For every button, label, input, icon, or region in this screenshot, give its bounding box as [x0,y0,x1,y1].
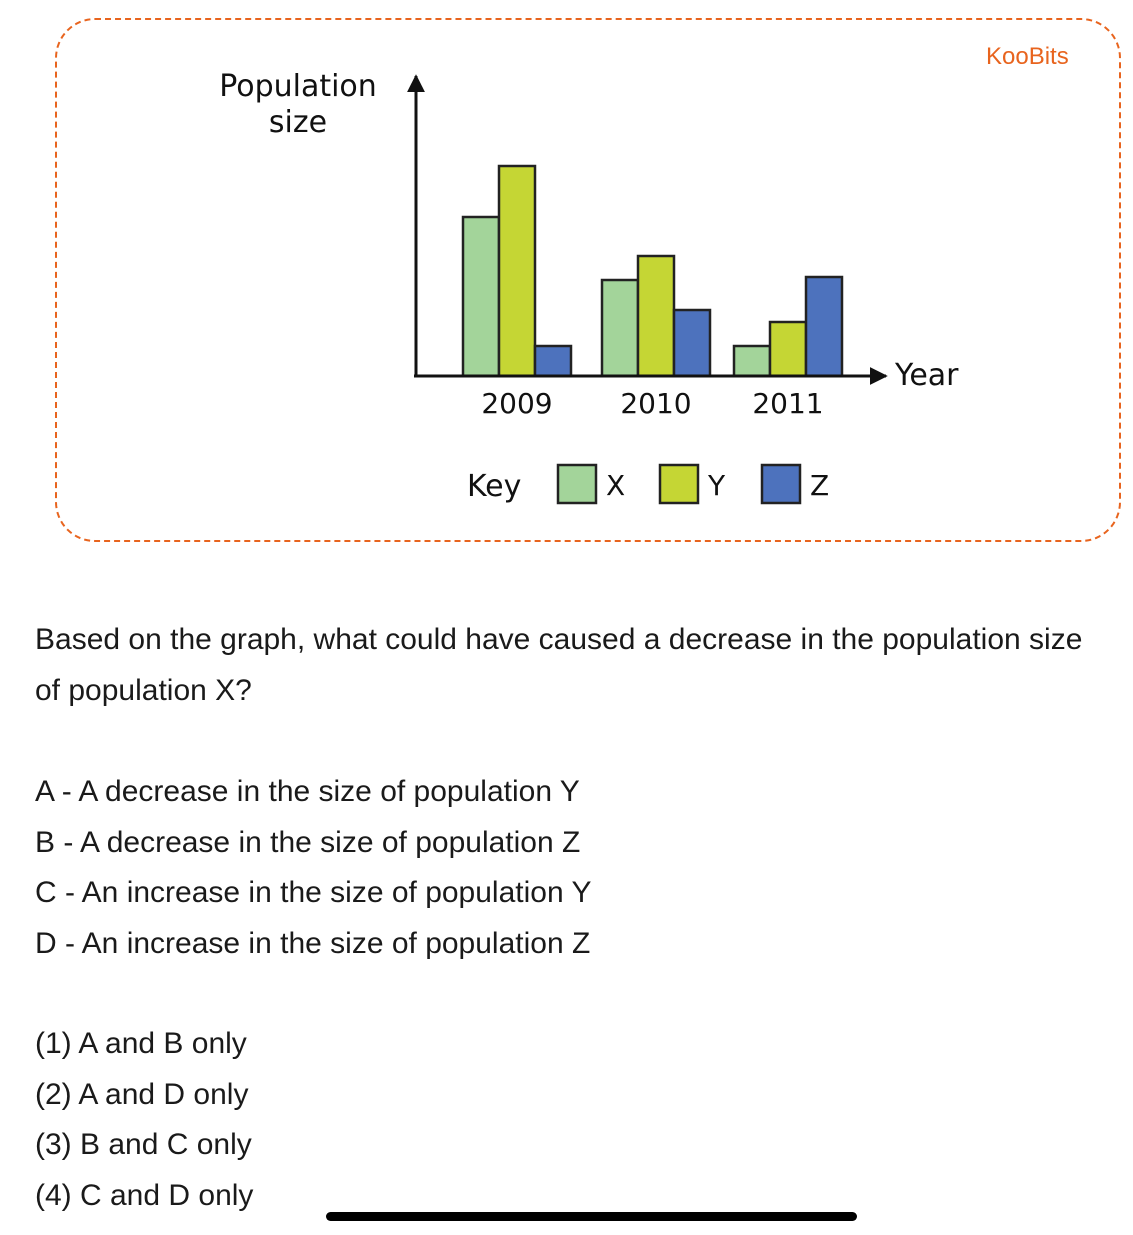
bar-y-2011 [770,322,806,376]
y-axis-label-line2: size [268,105,328,140]
bar-x-2010 [602,280,638,376]
statement-item: D - An increase in the size of population Z [35,926,591,960]
x-tick-label: 2009 [481,387,553,420]
legend-swatch-z [762,465,800,503]
legend-label-z: Z [810,469,830,502]
bar-x-2011 [734,346,770,376]
question-text: Based on the graph, what could have caused a decrease in the population size of population X? [35,623,1083,707]
x-tick-label: 2011 [752,387,824,420]
bar-z-2009 [535,346,571,376]
statement-list [35,767,591,969]
statement-item: B - A decrease in the size of population Z [35,825,581,859]
x-tick-labels [481,387,823,420]
statement-item: A - A decrease in the size of population Y [35,775,580,808]
y-axis-label-line1: Population [219,69,377,104]
legend-label-x: X [606,469,626,502]
answer-option[interactable]: (4) C and D only [35,1178,254,1212]
home-indicator[interactable] [326,1212,857,1221]
bar-y-2009 [499,166,535,376]
bar-x-2009 [463,217,499,376]
brand-logo-text: KooBits [986,43,1069,70]
legend [558,465,829,503]
bar-z-2011 [806,277,842,376]
legend-title: Key [467,469,522,504]
statement-item: C - An increase in the size of population Y [35,876,592,909]
bar-y-2010 [638,256,674,376]
answer-option[interactable]: (2) A and D only [35,1077,249,1111]
x-axis-label: Year [895,358,959,393]
bars-group [463,166,842,376]
legend-label-y: Y [708,469,726,502]
bar-chart [0,0,1133,560]
bar-z-2010 [674,310,710,376]
x-tick-label: 2010 [620,387,692,420]
answer-options [35,1019,253,1221]
legend-swatch-y [660,465,698,503]
legend-swatch-x [558,465,596,503]
answer-option[interactable]: (1) A and B only [35,1027,247,1060]
answer-option[interactable]: (3) B and C only [35,1128,252,1161]
